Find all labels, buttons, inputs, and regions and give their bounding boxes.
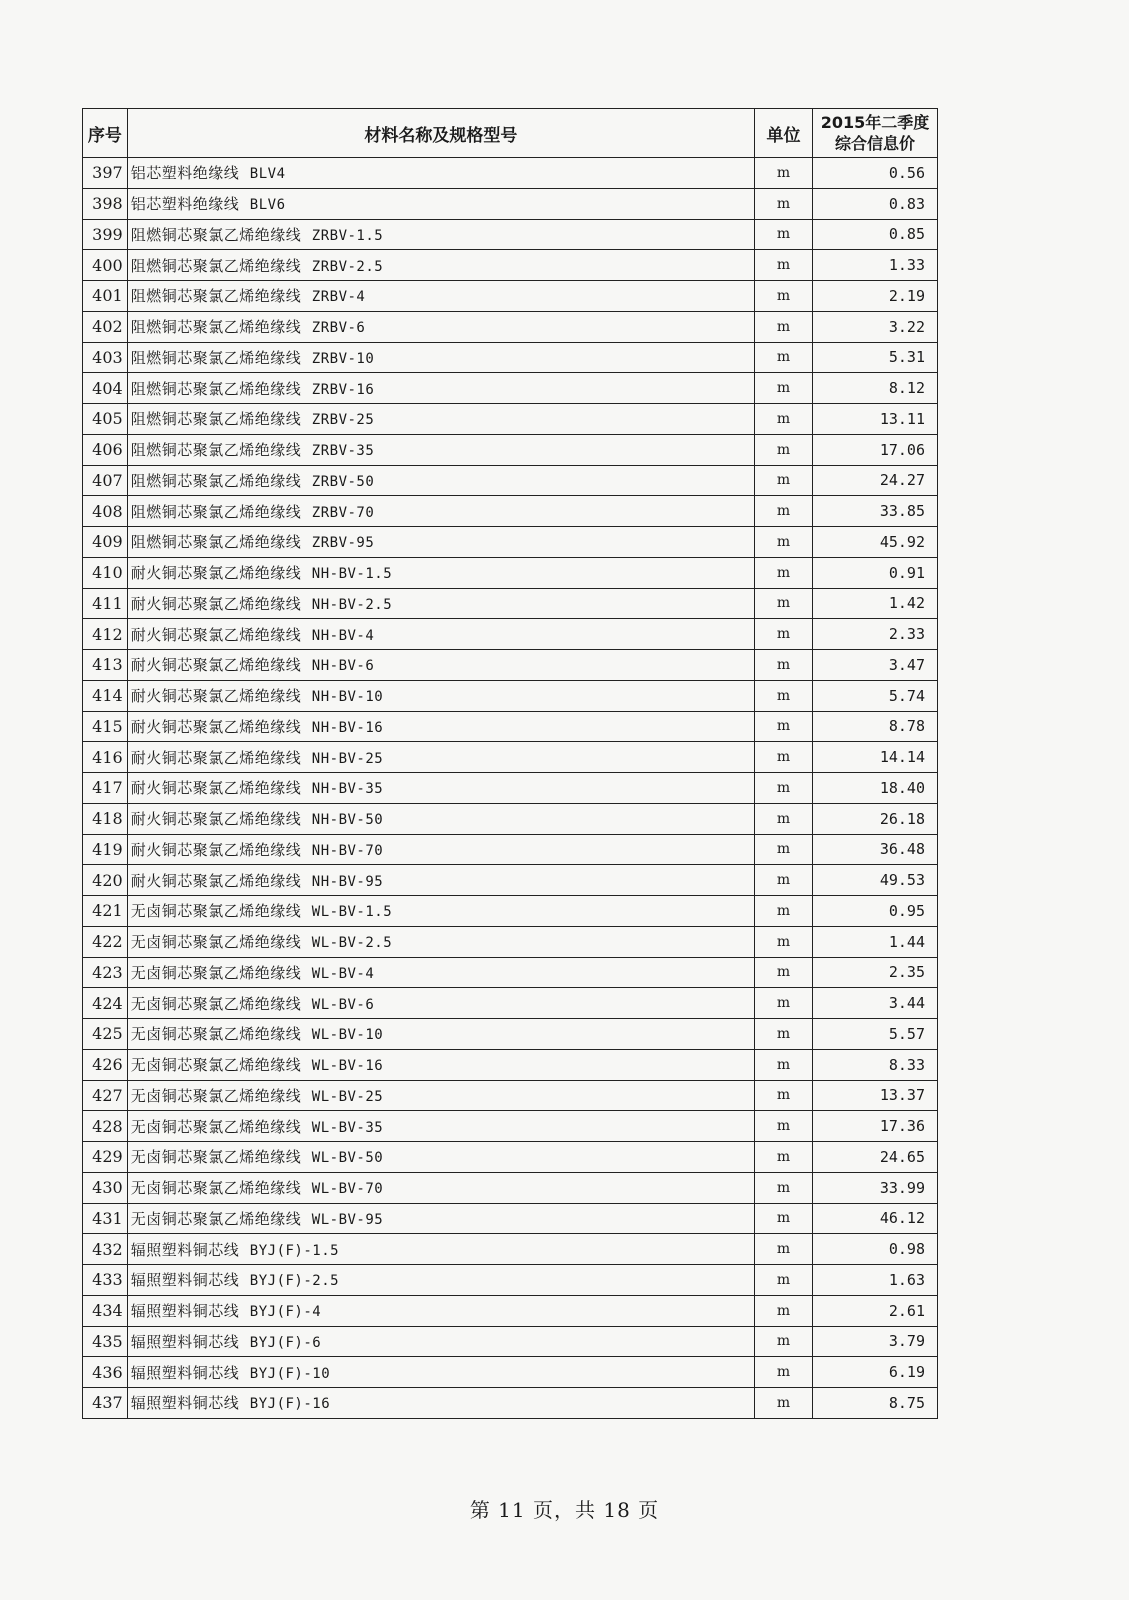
material-name-cell xyxy=(127,1142,754,1173)
material-name: 铝芯塑料绝缘线 xyxy=(130,164,240,183)
serial-no-cell: 414 xyxy=(83,680,128,711)
unit-cell: m xyxy=(754,773,812,804)
serial-no-cell: 432 xyxy=(83,1234,128,1265)
unit-cell: m xyxy=(754,865,812,896)
serial-no-cell: 410 xyxy=(83,557,128,588)
material-name: 无卤铜芯聚氯乙烯绝缘线 xyxy=(130,1056,302,1075)
material-spec: ZRBV-10 xyxy=(311,350,375,367)
serial-no-cell: 409 xyxy=(83,527,128,558)
material-spec: WL-BV-6 xyxy=(311,996,375,1013)
table-row xyxy=(83,1357,938,1388)
material-name: 耐火铜芯聚氯乙烯绝缘线 xyxy=(130,564,302,583)
material-name-cell xyxy=(127,465,754,496)
table-row xyxy=(83,896,938,927)
serial-no-cell: 413 xyxy=(83,650,128,681)
unit-cell: m xyxy=(754,742,812,773)
unit-cell: m xyxy=(754,1111,812,1142)
header-price xyxy=(812,109,937,158)
table-row xyxy=(83,281,938,312)
table-row xyxy=(83,1295,938,1326)
table-row xyxy=(83,1388,938,1419)
material-name: 耐火铜芯聚氯乙烯绝缘线 xyxy=(130,656,302,675)
material-name-cell xyxy=(127,1049,754,1080)
material-name-cell xyxy=(127,373,754,404)
serial-no-cell: 436 xyxy=(83,1357,128,1388)
material-name-cell xyxy=(127,896,754,927)
unit-cell: m xyxy=(754,188,812,219)
serial-no-cell: 412 xyxy=(83,619,128,650)
price-cell: 18.40 xyxy=(812,773,937,804)
serial-no-cell: 400 xyxy=(83,250,128,281)
material-name: 耐火铜芯聚氯乙烯绝缘线 xyxy=(130,625,302,644)
unit-cell: m xyxy=(754,373,812,404)
unit-cell: m xyxy=(754,803,812,834)
unit-cell: m xyxy=(754,988,812,1019)
price-cell: 2.35 xyxy=(812,957,937,988)
price-cell: 1.42 xyxy=(812,588,937,619)
unit-cell: m xyxy=(754,1080,812,1111)
material-spec: WL-BV-25 xyxy=(311,1088,384,1105)
material-name: 阻燃铜芯聚氯乙烯绝缘线 xyxy=(130,256,302,275)
material-name-cell xyxy=(127,158,754,189)
material-name: 无卤铜芯聚氯乙烯绝缘线 xyxy=(130,1117,302,1136)
material-name: 辐照塑料铜芯线 xyxy=(130,1394,240,1413)
material-spec: ZRBV-4 xyxy=(311,289,366,306)
material-name-cell xyxy=(127,865,754,896)
material-spec: NH-BV-35 xyxy=(311,781,384,798)
unit-cell: m xyxy=(754,650,812,681)
material-name: 阻燃铜芯聚氯乙烯绝缘线 xyxy=(130,441,302,460)
table-row xyxy=(83,1019,938,1050)
material-name-cell xyxy=(127,557,754,588)
serial-no-cell: 418 xyxy=(83,803,128,834)
table-row xyxy=(83,1049,938,1080)
price-cell: 6.19 xyxy=(812,1357,937,1388)
material-name: 阻燃铜芯聚氯乙烯绝缘线 xyxy=(130,225,302,244)
price-cell: 8.75 xyxy=(812,1388,937,1419)
serial-no-cell: 421 xyxy=(83,896,128,927)
unit-cell: m xyxy=(754,1049,812,1080)
material-spec: ZRBV-50 xyxy=(311,473,375,490)
material-name-cell xyxy=(127,1265,754,1296)
material-name: 阻燃铜芯聚氯乙烯绝缘线 xyxy=(130,502,302,521)
serial-no-cell: 426 xyxy=(83,1049,128,1080)
material-name: 辐照塑料铜芯线 xyxy=(130,1302,240,1321)
material-name: 耐火铜芯聚氯乙烯绝缘线 xyxy=(130,840,302,859)
material-spec: ZRBV-1.5 xyxy=(311,227,384,244)
material-name-cell xyxy=(127,588,754,619)
serial-no-cell: 398 xyxy=(83,188,128,219)
material-spec: NH-BV-16 xyxy=(311,719,384,736)
material-name: 阻燃铜芯聚氯乙烯绝缘线 xyxy=(130,287,302,306)
price-table xyxy=(82,108,938,1419)
price-cell: 0.83 xyxy=(812,188,937,219)
serial-no-cell: 437 xyxy=(83,1388,128,1419)
material-name: 无卤铜芯聚氯乙烯绝缘线 xyxy=(130,963,302,982)
table-row xyxy=(83,1326,938,1357)
serial-no-cell: 402 xyxy=(83,311,128,342)
material-name-cell xyxy=(127,1019,754,1050)
price-cell: 3.47 xyxy=(812,650,937,681)
material-name-cell xyxy=(127,1111,754,1142)
price-cell: 17.36 xyxy=(812,1111,937,1142)
table-row xyxy=(83,1111,938,1142)
material-spec: BLV4 xyxy=(249,166,286,183)
table-row xyxy=(83,803,938,834)
price-cell: 0.95 xyxy=(812,896,937,927)
table-row xyxy=(83,1172,938,1203)
serial-no-cell: 429 xyxy=(83,1142,128,1173)
serial-no-cell: 424 xyxy=(83,988,128,1019)
table-row xyxy=(83,465,938,496)
serial-no-cell: 435 xyxy=(83,1326,128,1357)
header-material-name: 材料名称及规格型号 xyxy=(127,109,754,158)
price-cell: 24.65 xyxy=(812,1142,937,1173)
material-name: 铝芯塑料绝缘线 xyxy=(130,195,240,214)
material-name-cell xyxy=(127,1080,754,1111)
price-cell: 0.85 xyxy=(812,219,937,250)
material-name-cell xyxy=(127,680,754,711)
material-name: 无卤铜芯聚氯乙烯绝缘线 xyxy=(130,1086,302,1105)
material-spec: BYJ(F)-2.5 xyxy=(249,1273,340,1290)
unit-cell: m xyxy=(754,496,812,527)
price-cell: 0.56 xyxy=(812,158,937,189)
table-row xyxy=(83,250,938,281)
material-name: 无卤铜芯聚氯乙烯绝缘线 xyxy=(130,994,302,1013)
serial-no-cell: 416 xyxy=(83,742,128,773)
unit-cell: m xyxy=(754,1295,812,1326)
material-spec: NH-BV-70 xyxy=(311,842,384,859)
table-row xyxy=(83,588,938,619)
material-name: 无卤铜芯聚氯乙烯绝缘线 xyxy=(130,902,302,921)
unit-cell: m xyxy=(754,1172,812,1203)
material-name: 耐火铜芯聚氯乙烯绝缘线 xyxy=(130,748,302,767)
material-spec: WL-BV-2.5 xyxy=(311,935,393,952)
material-name: 阻燃铜芯聚氯乙烯绝缘线 xyxy=(130,348,302,367)
price-cell: 0.91 xyxy=(812,557,937,588)
table-row xyxy=(83,1203,938,1234)
material-spec: NH-BV-95 xyxy=(311,873,384,890)
material-name-cell xyxy=(127,1388,754,1419)
material-spec: WL-BV-4 xyxy=(311,965,375,982)
price-cell: 26.18 xyxy=(812,803,937,834)
unit-cell: m xyxy=(754,1234,812,1265)
price-cell: 13.11 xyxy=(812,404,937,435)
material-spec: NH-BV-6 xyxy=(311,658,375,675)
price-cell: 3.22 xyxy=(812,311,937,342)
price-cell: 2.19 xyxy=(812,281,937,312)
price-cell: 1.44 xyxy=(812,926,937,957)
material-name: 辐照塑料铜芯线 xyxy=(130,1240,240,1259)
material-name-cell xyxy=(127,988,754,1019)
table-row xyxy=(83,834,938,865)
material-spec: NH-BV-4 xyxy=(311,627,375,644)
material-name-cell xyxy=(127,773,754,804)
material-name-cell xyxy=(127,711,754,742)
table-row xyxy=(83,1080,938,1111)
material-name-cell xyxy=(127,404,754,435)
serial-no-cell: 417 xyxy=(83,773,128,804)
price-cell: 8.33 xyxy=(812,1049,937,1080)
table-row xyxy=(83,865,938,896)
serial-no-cell: 430 xyxy=(83,1172,128,1203)
unit-cell: m xyxy=(754,1142,812,1173)
material-name: 无卤铜芯聚氯乙烯绝缘线 xyxy=(130,1148,302,1167)
table-row xyxy=(83,957,938,988)
material-spec: BYJ(F)-16 xyxy=(249,1396,331,1413)
table-row xyxy=(83,680,938,711)
material-name-cell xyxy=(127,619,754,650)
header-unit: 单位 xyxy=(754,109,812,158)
material-name-cell xyxy=(127,311,754,342)
table-row xyxy=(83,527,938,558)
material-name-cell xyxy=(127,1203,754,1234)
material-spec: NH-BV-50 xyxy=(311,812,384,829)
material-name-cell xyxy=(127,1234,754,1265)
material-name: 耐火铜芯聚氯乙烯绝缘线 xyxy=(130,810,302,829)
material-name: 阻燃铜芯聚氯乙烯绝缘线 xyxy=(130,410,302,429)
table-row xyxy=(83,434,938,465)
material-spec: ZRBV-16 xyxy=(311,381,375,398)
table-row xyxy=(83,188,938,219)
unit-cell: m xyxy=(754,1203,812,1234)
material-name: 辐照塑料铜芯线 xyxy=(130,1271,240,1290)
unit-cell: m xyxy=(754,588,812,619)
price-cell: 5.74 xyxy=(812,680,937,711)
material-name: 耐火铜芯聚氯乙烯绝缘线 xyxy=(130,871,302,890)
table-row xyxy=(83,219,938,250)
price-cell: 8.12 xyxy=(812,373,937,404)
material-name-cell xyxy=(127,219,754,250)
table-row xyxy=(83,1142,938,1173)
table-row xyxy=(83,342,938,373)
price-cell: 2.33 xyxy=(812,619,937,650)
serial-no-cell: 433 xyxy=(83,1265,128,1296)
header-serial-no: 序号 xyxy=(83,109,128,158)
material-name: 无卤铜芯聚氯乙烯绝缘线 xyxy=(130,1025,302,1044)
table-row xyxy=(83,311,938,342)
material-spec: WL-BV-16 xyxy=(311,1058,384,1075)
unit-cell: m xyxy=(754,311,812,342)
unit-cell: m xyxy=(754,219,812,250)
page-number: 第 11 页，共 18 页 xyxy=(469,1498,660,1522)
material-spec: NH-BV-10 xyxy=(311,689,384,706)
table-row xyxy=(83,158,938,189)
unit-cell: m xyxy=(754,250,812,281)
material-name: 无卤铜芯聚氯乙烯绝缘线 xyxy=(130,1179,302,1198)
material-name: 耐火铜芯聚氯乙烯绝缘线 xyxy=(130,687,302,706)
table-row xyxy=(83,650,938,681)
material-spec: WL-BV-50 xyxy=(311,1150,384,1167)
material-spec: BYJ(F)-1.5 xyxy=(249,1242,340,1259)
unit-cell: m xyxy=(754,1357,812,1388)
serial-no-cell: 431 xyxy=(83,1203,128,1234)
unit-cell: m xyxy=(754,434,812,465)
header-price-line2: 综合信息价 xyxy=(834,134,915,153)
material-spec: ZRBV-25 xyxy=(311,412,375,429)
material-spec: WL-BV-35 xyxy=(311,1119,384,1136)
table-row xyxy=(83,711,938,742)
material-name-cell xyxy=(127,834,754,865)
price-cell: 14.14 xyxy=(812,742,937,773)
price-cell: 8.78 xyxy=(812,711,937,742)
material-spec: ZRBV-35 xyxy=(311,443,375,460)
material-name-cell xyxy=(127,250,754,281)
material-name-cell xyxy=(127,1295,754,1326)
serial-no-cell: 401 xyxy=(83,281,128,312)
material-name: 辐照塑料铜芯线 xyxy=(130,1332,240,1351)
material-spec: BYJ(F)-4 xyxy=(249,1304,322,1321)
unit-cell: m xyxy=(754,465,812,496)
serial-no-cell: 408 xyxy=(83,496,128,527)
unit-cell: m xyxy=(754,404,812,435)
unit-cell: m xyxy=(754,342,812,373)
material-name: 无卤铜芯聚氯乙烯绝缘线 xyxy=(130,933,302,952)
table-row xyxy=(83,1234,938,1265)
serial-no-cell: 399 xyxy=(83,219,128,250)
material-name: 阻燃铜芯聚氯乙烯绝缘线 xyxy=(130,471,302,490)
serial-no-cell: 427 xyxy=(83,1080,128,1111)
price-cell: 24.27 xyxy=(812,465,937,496)
table-row xyxy=(83,557,938,588)
price-cell: 45.92 xyxy=(812,527,937,558)
unit-cell: m xyxy=(754,957,812,988)
material-name: 无卤铜芯聚氯乙烯绝缘线 xyxy=(130,1209,302,1228)
table-row xyxy=(83,742,938,773)
material-name-cell xyxy=(127,957,754,988)
table-header-row xyxy=(83,109,938,158)
table-row xyxy=(83,1265,938,1296)
material-spec: ZRBV-70 xyxy=(311,504,375,521)
price-cell: 46.12 xyxy=(812,1203,937,1234)
material-name-cell xyxy=(127,342,754,373)
material-name: 阻燃铜芯聚氯乙烯绝缘线 xyxy=(130,318,302,337)
price-cell: 17.06 xyxy=(812,434,937,465)
unit-cell: m xyxy=(754,896,812,927)
serial-no-cell: 434 xyxy=(83,1295,128,1326)
material-name-cell xyxy=(127,281,754,312)
unit-cell: m xyxy=(754,557,812,588)
price-cell: 3.79 xyxy=(812,1326,937,1357)
material-name: 耐火铜芯聚氯乙烯绝缘线 xyxy=(130,594,302,613)
unit-cell: m xyxy=(754,680,812,711)
unit-cell: m xyxy=(754,281,812,312)
serial-no-cell: 404 xyxy=(83,373,128,404)
material-name-cell xyxy=(127,496,754,527)
unit-cell: m xyxy=(754,619,812,650)
price-cell: 49.53 xyxy=(812,865,937,896)
price-cell: 5.31 xyxy=(812,342,937,373)
serial-no-cell: 407 xyxy=(83,465,128,496)
serial-no-cell: 403 xyxy=(83,342,128,373)
material-name-cell xyxy=(127,1357,754,1388)
material-spec: BYJ(F)-10 xyxy=(249,1365,331,1382)
unit-cell: m xyxy=(754,527,812,558)
material-name-cell xyxy=(127,1326,754,1357)
serial-no-cell: 428 xyxy=(83,1111,128,1142)
table-row xyxy=(83,404,938,435)
table-row xyxy=(83,988,938,1019)
serial-no-cell: 397 xyxy=(83,158,128,189)
price-cell: 1.33 xyxy=(812,250,937,281)
price-cell: 36.48 xyxy=(812,834,937,865)
table-row xyxy=(83,373,938,404)
serial-no-cell: 419 xyxy=(83,834,128,865)
unit-cell: m xyxy=(754,834,812,865)
unit-cell: m xyxy=(754,1388,812,1419)
material-name: 耐火铜芯聚氯乙烯绝缘线 xyxy=(130,779,302,798)
unit-cell: m xyxy=(754,1265,812,1296)
material-name-cell xyxy=(127,742,754,773)
material-name-cell xyxy=(127,434,754,465)
price-cell: 5.57 xyxy=(812,1019,937,1050)
unit-cell: m xyxy=(754,158,812,189)
serial-no-cell: 422 xyxy=(83,926,128,957)
price-cell: 0.98 xyxy=(812,1234,937,1265)
serial-no-cell: 411 xyxy=(83,588,128,619)
material-spec: WL-BV-10 xyxy=(311,1027,384,1044)
unit-cell: m xyxy=(754,1019,812,1050)
table-row xyxy=(83,619,938,650)
table-row xyxy=(83,773,938,804)
material-spec: NH-BV-25 xyxy=(311,750,384,767)
price-cell: 13.37 xyxy=(812,1080,937,1111)
material-spec: ZRBV-95 xyxy=(311,535,375,552)
price-cell: 3.44 xyxy=(812,988,937,1019)
serial-no-cell: 405 xyxy=(83,404,128,435)
serial-no-cell: 415 xyxy=(83,711,128,742)
material-name-cell xyxy=(127,1172,754,1203)
material-spec: NH-BV-2.5 xyxy=(311,596,393,613)
material-spec: WL-BV-95 xyxy=(311,1211,384,1228)
serial-no-cell: 406 xyxy=(83,434,128,465)
material-name-cell xyxy=(127,926,754,957)
table-row xyxy=(83,926,938,957)
serial-no-cell: 423 xyxy=(83,957,128,988)
material-name-cell xyxy=(127,527,754,558)
unit-cell: m xyxy=(754,1326,812,1357)
price-cell: 33.99 xyxy=(812,1172,937,1203)
material-spec: NH-BV-1.5 xyxy=(311,566,393,583)
material-name-cell xyxy=(127,650,754,681)
table-row xyxy=(83,496,938,527)
material-name: 耐火铜芯聚氯乙烯绝缘线 xyxy=(130,717,302,736)
material-name-cell xyxy=(127,803,754,834)
unit-cell: m xyxy=(754,926,812,957)
material-name: 辐照塑料铜芯线 xyxy=(130,1363,240,1382)
header-price-line1: 2015年二季度 xyxy=(820,113,930,132)
price-cell: 1.63 xyxy=(812,1265,937,1296)
material-name-cell xyxy=(127,188,754,219)
material-spec: WL-BV-70 xyxy=(311,1181,384,1198)
serial-no-cell: 425 xyxy=(83,1019,128,1050)
unit-cell: m xyxy=(754,711,812,742)
material-spec: BLV6 xyxy=(249,197,286,214)
price-cell: 2.61 xyxy=(812,1295,937,1326)
material-name: 阻燃铜芯聚氯乙烯绝缘线 xyxy=(130,533,302,552)
material-spec: ZRBV-2.5 xyxy=(311,258,384,275)
material-spec: ZRBV-6 xyxy=(311,320,366,337)
material-name: 阻燃铜芯聚氯乙烯绝缘线 xyxy=(130,379,302,398)
material-spec: WL-BV-1.5 xyxy=(311,904,393,921)
price-cell: 33.85 xyxy=(812,496,937,527)
table-body xyxy=(83,158,938,1419)
serial-no-cell: 420 xyxy=(83,865,128,896)
material-spec: BYJ(F)-6 xyxy=(249,1334,322,1351)
